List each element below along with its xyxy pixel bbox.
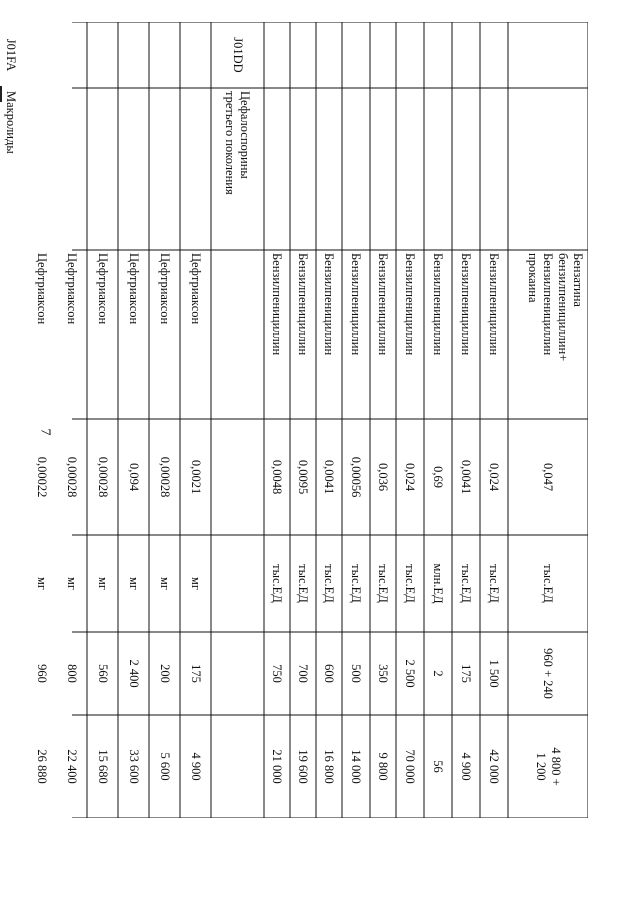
cell-q2 — [0, 715, 26, 818]
cell-dose: 0,0041 — [322, 459, 337, 495]
cell-group — [149, 88, 180, 250]
cell-group: Макролиды — [4, 91, 19, 154]
cell-q1: 600 — [322, 664, 337, 683]
cell-q1 — [211, 632, 264, 715]
cell-drug: Цефтриаксон — [65, 253, 80, 325]
cell-drug — [211, 250, 264, 419]
cell-q2: 70 000 — [403, 749, 418, 784]
cell-group — [370, 88, 396, 250]
cell-drug: Цефтриаксон — [96, 253, 110, 325]
cell-q2: 42 000 — [487, 749, 502, 784]
cell-drug: Бензилпенициллин — [322, 253, 337, 356]
cell-q2: 56 — [431, 760, 446, 773]
cell-drug — [0, 250, 26, 419]
cell-dose: 0,0021 — [189, 459, 203, 495]
cell-drug: Цефтриаксон — [127, 253, 141, 325]
cell-code — [118, 22, 149, 88]
cell-q2: 19 600 — [296, 749, 311, 784]
cell-group — [508, 88, 588, 250]
cell-q2: 5 600 — [158, 752, 172, 781]
cell-code — [87, 22, 118, 88]
cell-code — [424, 22, 452, 88]
cell-dose: 0,0095 — [296, 459, 311, 495]
cell-q1: 750 — [270, 664, 285, 683]
cell-q2: 4 900 — [459, 752, 474, 781]
cell-dose: 0,024 — [403, 462, 418, 492]
cell-unit: тыс.ЕД — [403, 564, 418, 603]
cell-group — [452, 88, 480, 250]
cell-drug: Бензилпенициллин — [459, 253, 474, 356]
page-number: 7 — [37, 428, 53, 436]
cell-dose: 0,00028 — [158, 456, 172, 498]
cell-q2: 33 600 — [127, 749, 141, 784]
cell-q2 — [211, 715, 264, 818]
cell-unit: мг — [96, 576, 110, 591]
cell-code — [396, 22, 424, 88]
cell-q1: 350 — [376, 664, 391, 683]
cell-q1: 800 — [65, 664, 80, 683]
cell-q1: 175 — [459, 664, 474, 683]
cell-drug: Бензилпенициллин — [431, 253, 446, 356]
cell-code — [480, 22, 508, 88]
cell-unit: тыс.ЕД — [376, 564, 391, 603]
cell-dose: 0,024 — [487, 462, 502, 492]
cell-drug: Цефтриаксон — [158, 253, 172, 325]
cell-q2: 9 800 — [376, 752, 391, 781]
cell-q1: 560 — [96, 664, 110, 683]
cell-q1: 175 — [189, 664, 203, 683]
cell-unit: тыс.ЕД — [322, 564, 337, 603]
cell-group — [87, 88, 118, 250]
cell-drug: Бензилпенициллин — [487, 253, 502, 356]
cell-group — [264, 88, 290, 250]
cell-group — [342, 88, 370, 250]
cell-code: J01DD — [231, 37, 245, 73]
cell-group — [316, 88, 342, 250]
cell-code — [264, 22, 290, 88]
cell-code — [508, 22, 588, 88]
cell-unit: мг — [35, 576, 49, 591]
cell-dose: 0,69 — [431, 466, 446, 488]
cell-unit: тыс.ЕД — [270, 564, 285, 603]
cell-drug: Бензилпенициллин — [349, 253, 364, 356]
cell-q1: 960 — [35, 664, 49, 683]
cell-group — [118, 88, 149, 250]
cell-unit: тыс.ЕД — [487, 564, 502, 603]
cell-group — [57, 88, 87, 250]
cell-q2: 22 400 — [65, 749, 80, 784]
cell-unit: млн.ЕД — [431, 563, 446, 604]
cell-code — [342, 22, 370, 88]
cell-unit — [211, 535, 264, 632]
cell-dose — [0, 419, 26, 535]
cell-code — [180, 22, 211, 88]
cell-unit: тыс.ЕД — [541, 564, 556, 603]
cell-q2: 15 680 — [96, 749, 110, 784]
cell-q1: 960 + 240 — [541, 648, 556, 699]
cell-q2: 26 880 — [35, 749, 49, 784]
cell-unit: тыс.ЕД — [459, 564, 474, 603]
cell-drug: Бензилпенициллин — [270, 253, 285, 356]
cell-dose: 0,047 — [541, 462, 556, 492]
cell-dose: 0,00022 — [35, 456, 49, 498]
cell-code — [452, 22, 480, 88]
cell-q2: 16 800 — [322, 749, 337, 784]
cell-q1: 2 — [431, 670, 446, 677]
cell-drug: Цефтриаксон — [35, 253, 49, 325]
cell-code — [316, 22, 342, 88]
cell-unit: тыс.ЕД — [296, 564, 311, 603]
cell-q2: 4 800 + 1 200 — [534, 747, 563, 786]
cell-drug: Бензилпенициллин — [403, 253, 418, 356]
cell-drug: Бензилпенициллин — [376, 253, 391, 356]
cell-group — [396, 88, 424, 250]
cell-dose — [211, 419, 264, 535]
cell-q1: 700 — [296, 664, 311, 683]
cell-q1 — [0, 632, 26, 715]
cell-unit: мг — [65, 576, 80, 591]
cell-code — [149, 22, 180, 88]
cell-dose: 0,0048 — [270, 459, 285, 495]
cell-drug: Бензатина бензилпенициллин+ Бензилпенициллин прокаина — [526, 253, 585, 362]
cell-q1: 500 — [349, 664, 364, 683]
cell-dose: 0,00056 — [349, 456, 364, 498]
cell-group — [26, 88, 57, 250]
cell-q1: 2 500 — [403, 659, 418, 688]
cell-dose: 0,0041 — [459, 459, 474, 495]
cell-drug: Цефтриаксон — [189, 253, 203, 325]
cell-q1: 2 400 — [127, 659, 141, 688]
cell-unit: тыс.ЕД — [349, 564, 364, 603]
cell-unit: мг — [189, 576, 203, 591]
cell-drug: Бензилпенициллин — [296, 253, 311, 356]
cell-group — [480, 88, 508, 250]
cell-dose: 0,00028 — [96, 456, 110, 498]
cell-unit: мг — [158, 576, 172, 591]
cell-q2: 21 000 — [270, 749, 285, 784]
cell-unit: мг — [127, 576, 141, 591]
cell-code — [26, 22, 57, 88]
cell-code: J01FA — [4, 38, 19, 72]
cell-dose: 0,00028 — [65, 456, 80, 498]
cell-group: Цефалоспорины третьего поколения — [223, 91, 253, 195]
cell-dose: 0,094 — [127, 462, 141, 492]
cell-code — [370, 22, 396, 88]
cell-q1: 1 500 — [487, 659, 502, 688]
cell-group — [180, 88, 211, 250]
cell-code — [57, 22, 87, 88]
cell-q2: 14 000 — [349, 749, 364, 784]
rotated-table-page — [4, 22, 588, 818]
cell-group — [290, 88, 316, 250]
cell-q2: 4 900 — [189, 752, 203, 781]
cell-code — [290, 22, 316, 88]
cell-group — [424, 88, 452, 250]
cell-q1: 200 — [158, 664, 172, 683]
cell-unit — [0, 535, 26, 632]
cell-dose: 0,036 — [376, 462, 391, 492]
